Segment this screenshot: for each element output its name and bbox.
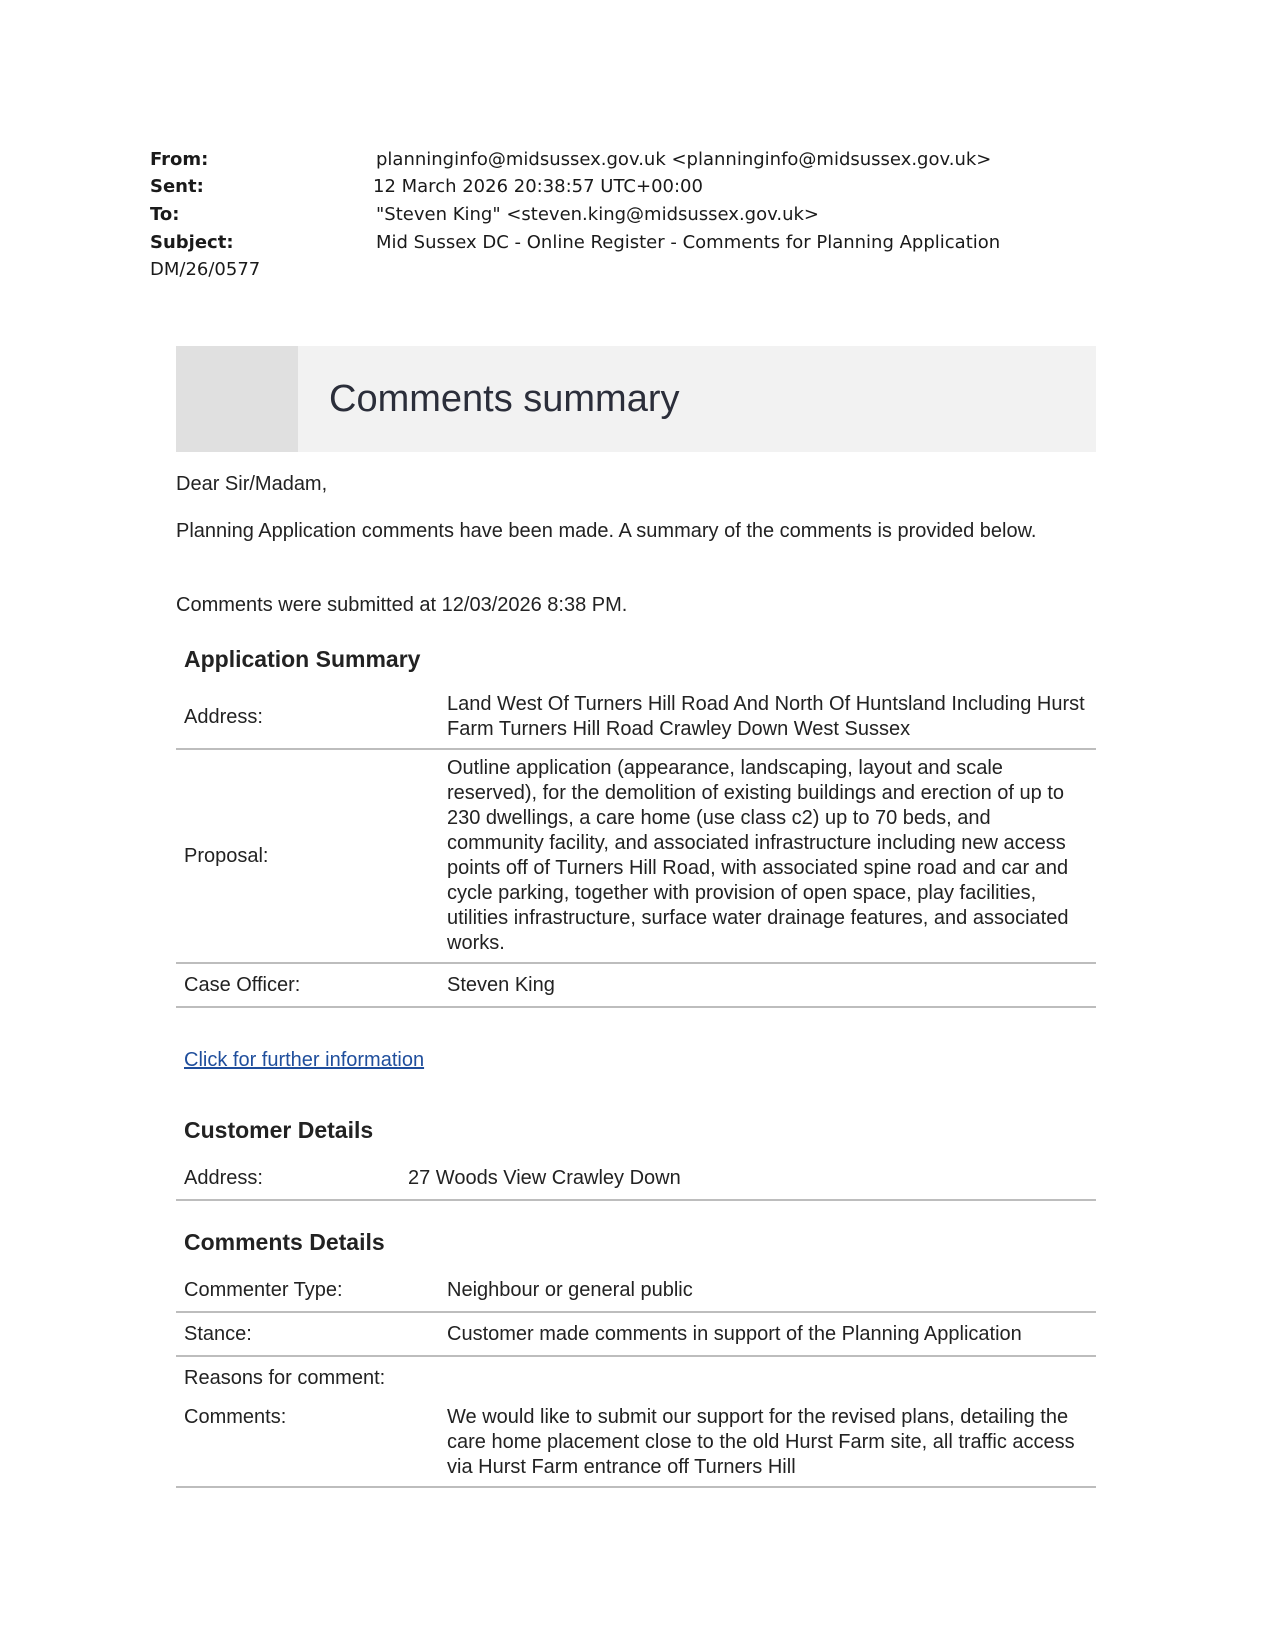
further-information-link[interactable]: Click for further information [184,1049,425,1071]
proposal-label: Proposal: [176,749,439,963]
table-row [176,1399,1096,1487]
customer-address-label: Address: [176,1157,400,1200]
table-row [176,963,1096,1007]
to-value: "Steven King" <steven.king@midsussex.gov.uk> [376,204,820,225]
table-row [176,1157,1096,1200]
customer-details-title: Customer Details [184,1117,374,1143]
from-value: planninginfo@midsussex.gov.uk <planninginfo@midsussex.gov.uk> [376,149,992,170]
stance-value: Customer made comments in support of the Planning Application [439,1312,1096,1356]
stance-label: Stance: [176,1312,439,1356]
address-value: Land West Of Turners Hill Road And North Of Huntsland Including Hurst Farm Turners Hill Road Crawley Down West Sussex [439,686,1096,749]
case-officer-value: Steven King [439,963,1096,1007]
proposal-value: Outline application (appearance, landscaping, layout and scale reserved), for the demolition of existing buildings and erection of up to 230 dwellings, a care home (use class c2) up to 70 beds, and community facility, and associated infrastructure including new access points off of Turners Hill Road, with associated spine road and car and cycle parking, together with provision of open space, play facilities, utilities infrastructure, surface water drainage features, and associated works. [439,749,1096,963]
intro-line: Planning Application comments have been made. A summary of the comments is provided below. [176,520,1037,542]
customer-address-value: 27 Woods View Crawley Down [400,1157,1096,1200]
table-row [176,1356,1096,1399]
greeting: Dear Sir/Madam, [176,473,328,495]
commenter-type-value: Neighbour or general public [439,1269,1096,1312]
application-summary-table [176,686,1096,1008]
reasons-label: Reasons for comment: [184,1366,386,1389]
comments-value: We would like to submit our support for the revised plans, detailing the care home placement close to the old Hurst Farm site, all traffic access via Hurst Farm entrance off Turners Hill [439,1399,1096,1487]
table-row [176,1269,1096,1312]
table-row [176,1312,1096,1356]
table-row [176,749,1096,963]
to-label: To: [150,204,180,225]
customer-details-table [176,1157,1096,1201]
comments-label: Comments: [176,1399,439,1487]
reasons-value [439,1356,1096,1399]
address-label: Address: [176,686,439,749]
banner-side-block [176,346,298,452]
sent-value: 12 March 2026 20:38:57 UTC+00:00 [373,176,703,197]
from-label: From: [150,149,209,170]
table-row [176,686,1096,749]
comments-details-table [176,1269,1096,1488]
subject-value: Mid Sussex DC - Online Register - Comments for Planning Application [376,232,1001,253]
application-summary-title: Application Summary [184,646,421,672]
commenter-type-label: Commenter Type: [176,1269,439,1312]
subject-label: Subject: [150,232,234,253]
banner-title: Comments summary [329,378,680,420]
submitted-line: Comments were submitted at 12/03/2026 8:38 PM. [176,594,628,616]
case-officer-label: Case Officer: [176,963,439,1007]
comments-details-title: Comments Details [184,1229,385,1255]
sent-label: Sent: [150,176,204,197]
subject-value-continued: DM/26/0577 [150,259,261,280]
comments-summary-banner [176,346,1096,452]
